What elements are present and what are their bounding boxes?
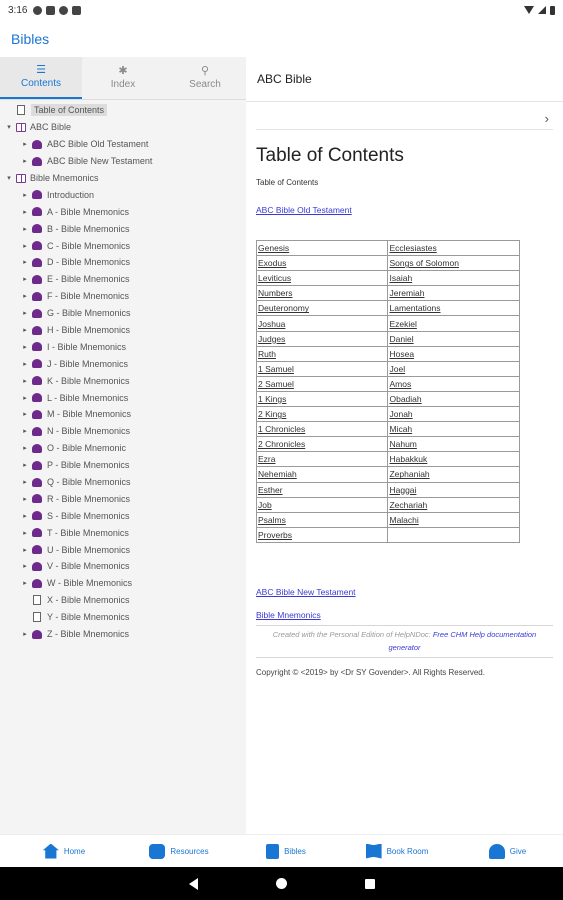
notification-icon [33,6,42,15]
status-bar [0,0,563,20]
tree-item[interactable] [0,423,246,440]
topic-icon [32,579,42,588]
book-link[interactable]: Job [258,499,272,510]
topic-icon [32,224,42,233]
tree-item-label: U - Bible Mnemonics [47,544,131,555]
topic-icon [32,410,42,419]
book-link[interactable]: 1 Kings [258,393,287,404]
expand-toggle-icon[interactable]: ▸ [23,546,27,554]
tab-label: Index [110,79,136,90]
table-cell [388,331,520,346]
tree-item[interactable] [0,592,246,609]
book-link[interactable]: Habakkuk [389,454,428,465]
tree-item-label: D - Bible Mnemonics [47,257,131,268]
topic-icon [32,494,42,503]
notification-icon [72,6,81,15]
nav-label: Home [63,846,86,856]
sidebar-tabs [0,57,246,100]
expand-toggle-icon[interactable]: ▸ [23,529,27,537]
nav-resources[interactable] [128,844,230,859]
book-room-icon [366,844,382,859]
page-icon [33,612,41,622]
topic-content [256,130,553,677]
table-row [257,301,520,316]
resources-icon [149,844,165,859]
table-cell [257,361,388,376]
expand-toggle-icon[interactable]: ▸ [23,141,27,149]
contents-tree [0,100,246,643]
nav-label: Book Room [386,846,429,856]
table-row [257,527,520,542]
tab-label: Contents [20,78,62,89]
tab-search[interactable] [164,57,246,99]
table-cell [388,376,520,391]
table-row [257,331,520,346]
topic-icon [32,207,42,216]
tree-item[interactable] [0,322,246,339]
tree-item[interactable] [0,389,246,406]
book-link[interactable]: Deuteronomy [258,303,310,314]
book-link[interactable]: Jonah [389,409,413,420]
expand-toggle-icon[interactable]: ▸ [23,580,27,588]
tree-item-label: O - Bible Mnemonic [47,443,127,454]
book-link[interactable]: 2 Kings [258,409,287,420]
sidebar [0,57,246,834]
nav-give[interactable] [452,844,563,859]
table-cell [388,241,520,256]
table-cell [388,407,520,422]
book-link[interactable]: Proverbs [258,529,293,540]
bottom-nav [0,834,563,867]
expand-toggle-icon[interactable]: ▸ [23,428,27,436]
expand-toggle-icon[interactable]: ▸ [23,259,27,267]
book-link[interactable]: Malachi [389,514,419,525]
copyright-text: Copyright © <2019> by <Dr SY Govender>. All Rights Reserved. [256,667,485,677]
table-cell [388,301,520,316]
tree-item-label: R - Bible Mnemonics [47,493,131,504]
topic-icon [32,427,42,436]
book-link[interactable]: Genesis [258,243,290,254]
tree-item-label: Z - Bible Mnemonics [47,629,130,640]
tree-item-label: T - Bible Mnemonics [47,527,129,538]
signal-icon [538,6,546,14]
tree-item-label: ABC Bible Old Testament [47,139,149,150]
system-nav-bar [0,867,563,900]
tree-item[interactable] [0,237,246,254]
tree-item-label: J - Bible Mnemonics [47,358,129,369]
topic-icon [32,478,42,487]
book-link[interactable]: 1 Samuel [258,363,294,374]
tree-item-label: P - Bible Mnemonics [47,460,130,471]
table-cell [257,407,388,422]
book-link[interactable]: Daniel [389,333,414,344]
nav-label: Give [509,846,527,856]
table-row [257,316,520,331]
expand-toggle-icon[interactable]: ▸ [23,479,27,487]
table-cell [388,271,520,286]
bibles-icon [266,844,279,859]
book-icon [16,123,26,132]
expand-toggle-icon[interactable]: ▸ [23,563,27,571]
table-row [257,407,520,422]
tree-item[interactable] [0,288,246,305]
book-link[interactable]: Nehemiah [258,469,297,480]
expand-toggle-icon[interactable]: ▸ [23,360,27,368]
table-cell [257,391,388,406]
status-time: 3:16 [8,4,28,16]
expand-toggle-icon[interactable]: ▸ [23,310,27,318]
tree-item-label: E - Bible Mnemonics [47,274,130,285]
book-link[interactable]: Songs of Solomon [389,258,459,269]
page-subheading: Table of Contents [256,178,319,187]
tree-item-label: A - Bible Mnemonics [47,206,130,217]
table-cell [388,527,520,542]
tree-item[interactable] [0,220,246,237]
battery-icon [550,6,555,15]
tab-index[interactable] [82,57,164,99]
expand-toggle-icon[interactable]: ▸ [23,377,27,385]
table-cell [257,256,388,271]
topic-icon [32,157,42,166]
topic-icon [32,241,42,250]
book-link[interactable]: Numbers [258,288,293,299]
notification-icon [59,6,68,15]
topic-icon [32,342,42,351]
table-row [257,437,520,452]
table-row [257,346,520,361]
tab-contents[interactable] [0,57,82,99]
tree-item[interactable] [0,186,246,203]
book-link[interactable]: Ezra [258,454,276,465]
topic-icon [32,326,42,335]
table-cell [257,497,388,512]
tree-item-label: Y - Bible Mnemonics [47,612,130,623]
tree-item-label: F - Bible Mnemonics [47,291,130,302]
book-link[interactable]: Micah [389,424,413,435]
topic-icon [32,275,42,284]
tree-item[interactable] [0,136,246,153]
book-link[interactable]: Lamentations [389,303,441,314]
expand-toggle-icon[interactable]: ▾ [7,175,11,182]
give-icon [489,844,505,859]
table-row [257,376,520,391]
table-cell [388,452,520,467]
tree-item-label: Table of Contents [31,104,107,116]
content-header [246,57,563,102]
topic-icon [32,359,42,368]
tree-item[interactable] [0,170,246,187]
notification-icon [46,6,55,15]
table-cell [257,271,388,286]
book-link[interactable]: Judges [258,333,286,344]
table-row [257,497,520,512]
table-cell [257,527,388,542]
tree-item[interactable] [0,119,246,136]
table-cell [257,467,388,482]
table-cell [388,346,520,361]
book-link[interactable]: Isaiah [389,273,413,284]
search-icon: ⚲ [200,65,210,77]
table-row [257,512,520,527]
tree-item-label: N - Bible Mnemonics [47,426,131,437]
recents-button[interactable] [365,879,375,889]
next-topic-button[interactable]: › [544,111,549,126]
page-heading: Table of Contents [256,145,404,166]
table-cell [257,241,388,256]
topic-icon [32,528,42,537]
topic-icon [32,309,42,318]
book-link[interactable]: Ruth [258,348,276,359]
table-cell [388,391,520,406]
topic-icon [32,545,42,554]
book-link[interactable]: Joshua [258,318,286,329]
tree-item-label: ABC Bible New Testament [47,156,153,167]
table-cell [257,422,388,437]
page-icon [33,595,41,605]
book-link[interactable]: Zephaniah [389,469,430,480]
books-table [256,240,520,543]
table-cell [388,467,520,482]
tree-item[interactable] [0,524,246,541]
expand-toggle-icon[interactable]: ▸ [23,631,27,639]
tree-item[interactable] [0,406,246,423]
tree-item-label: Q - Bible Mnemonics [47,477,131,488]
topic-icon [32,444,42,453]
table-cell [388,497,520,512]
tree-item[interactable] [0,474,246,491]
tree-item-label: B - Bible Mnemonics [47,223,130,234]
book-link[interactable]: Ezekiel [389,318,417,329]
topic-icon [32,140,42,149]
tab-label: Search [189,79,221,90]
tree-item[interactable] [0,626,246,643]
tree-item[interactable] [0,507,246,524]
app-bar [0,20,563,57]
tree-item-label: H - Bible Mnemonics [47,325,131,336]
topic-icon [32,461,42,470]
table-row [257,271,520,286]
book-link[interactable]: Zechariah [389,499,428,510]
topic-icon [32,630,42,639]
tree-item-label: W - Bible Mnemonics [47,578,133,589]
book-link[interactable]: 2 Chronicles [258,439,306,450]
topic-icon [32,562,42,571]
tree-item[interactable] [0,338,246,355]
tree-item-label: K - Bible Mnemonics [47,375,130,386]
book-link[interactable]: Hosea [389,348,415,359]
tree-item-label: S - Bible Mnemonics [47,510,130,521]
tree-item[interactable] [0,254,246,271]
expand-toggle-icon[interactable]: ▸ [23,242,27,250]
back-button[interactable] [189,878,198,890]
list-icon: ☰ [36,64,46,76]
book-link[interactable]: Jeremiah [389,288,425,299]
book-icon [16,174,26,183]
table-row [257,422,520,437]
home-icon [43,844,59,859]
nav-book-room[interactable] [342,844,452,859]
tree-item[interactable] [0,558,246,575]
topic-icon [32,511,42,520]
expand-toggle-icon[interactable]: ▾ [7,124,11,132]
expand-toggle-icon[interactable]: ▸ [23,191,27,199]
credit-footer [256,625,553,658]
table-cell [388,286,520,301]
tree-item-label: V - Bible Mnemonics [47,561,130,572]
tree-item[interactable] [0,305,246,322]
expand-toggle-icon[interactable]: ▸ [23,411,27,419]
tree-item-label: G - Bible Mnemonics [47,308,131,319]
tree-item-label: L - Bible Mnemonics [47,392,129,403]
tree-item[interactable] [0,541,246,558]
nav-bibles[interactable] [230,844,342,859]
tree-item[interactable] [0,609,246,626]
nav-home[interactable] [0,844,128,859]
expand-toggle-icon[interactable]: ▸ [23,343,27,351]
tree-item[interactable] [0,355,246,372]
tree-item[interactable] [0,457,246,474]
book-link[interactable]: Amos [389,378,412,389]
table-cell [388,422,520,437]
tree-item-label: ABC Bible [30,122,72,133]
table-cell [257,437,388,452]
wifi-icon [524,6,534,14]
book-link[interactable]: Joel [389,363,406,374]
index-icon: ✱ [118,65,128,77]
expand-toggle-icon[interactable]: ▸ [23,327,27,335]
expand-toggle-icon[interactable]: ▸ [23,445,27,453]
tree-item[interactable] [0,440,246,457]
notification-icons [33,6,81,15]
table-row [257,361,520,376]
table-cell [257,346,388,361]
tree-item-label: C - Bible Mnemonics [47,240,131,251]
expand-toggle-icon[interactable]: ▸ [23,225,27,233]
table-cell [257,452,388,467]
tree-item-label: X - Bible Mnemonics [47,595,130,606]
tree-item[interactable] [0,372,246,389]
expand-toggle-icon[interactable]: ▸ [23,158,27,166]
app-title: Bibles [11,30,50,47]
link-old-testament[interactable]: ABC Bible Old Testament [256,205,352,215]
table-row [257,391,520,406]
expand-toggle-icon[interactable]: ▸ [23,293,27,301]
topic-icon [32,190,42,199]
expand-toggle-icon[interactable]: ▸ [23,462,27,470]
content-title: ABC Bible [257,72,312,86]
book-link[interactable]: 2 Samuel [258,378,294,389]
tree-item-label: I - Bible Mnemonics [47,341,127,352]
nav-label: Bibles [284,846,306,856]
table-cell [257,512,388,527]
table-cell [257,331,388,346]
book-link[interactable]: 1 Chronicles [258,424,306,435]
table-cell [257,376,388,391]
tree-item[interactable] [0,203,246,220]
tree-item-label: Introduction [47,189,95,200]
table-cell [388,361,520,376]
table-row [257,286,520,301]
expand-toggle-icon[interactable]: ▸ [23,394,27,402]
table-row [257,482,520,497]
book-link[interactable]: Obadiah [389,393,422,404]
topic-nav-bar [256,108,553,130]
tree-item[interactable] [0,490,246,507]
expand-toggle-icon[interactable]: ▸ [23,512,27,520]
book-link[interactable]: Psalms [258,514,286,525]
tree-item-label: Bible Mnemonics [30,173,99,183]
table-cell [388,512,520,527]
table-cell [388,437,520,452]
table-row [257,256,520,271]
table-row [257,452,520,467]
link-new-testament[interactable]: ABC Bible New Testament [256,586,356,597]
table-cell [257,301,388,316]
tree-item-label: M - Bible Mnemonics [47,409,132,420]
book-link[interactable]: Haggai [389,484,417,495]
book-link[interactable]: Leviticus [258,273,292,284]
expand-toggle-icon[interactable]: ▸ [23,495,27,503]
book-link[interactable]: Esther [258,484,283,495]
table-cell [257,286,388,301]
tree-item[interactable] [0,153,246,170]
home-button[interactable] [276,878,287,889]
table-cell [257,316,388,331]
credit-link[interactable]: Free CHM Help documentation generator [388,629,537,652]
table-cell [388,256,520,271]
link-bible-mnemonics[interactable]: Bible Mnemonics [256,609,321,620]
book-link[interactable]: Ecclesiastes [389,243,437,254]
page-icon [17,105,25,115]
table-cell [388,482,520,497]
topic-icon [32,292,42,301]
tree-item[interactable] [0,102,246,119]
tree-item[interactable] [0,271,246,288]
topic-icon [32,258,42,267]
topic-icon [32,393,42,402]
table-cell [388,316,520,331]
table-cell [257,482,388,497]
topic-icon [32,376,42,385]
expand-toggle-icon[interactable]: ▸ [23,208,27,216]
book-link[interactable]: Exodus [258,258,287,269]
nav-label: Resources [170,846,209,856]
book-link[interactable]: Nahum [389,439,417,450]
table-row [257,241,520,256]
tree-item[interactable] [0,575,246,592]
table-row [257,467,520,482]
credit-text: Created with the Personal Edition of HelpNDoc: [272,629,433,639]
expand-toggle-icon[interactable]: ▸ [23,276,27,284]
